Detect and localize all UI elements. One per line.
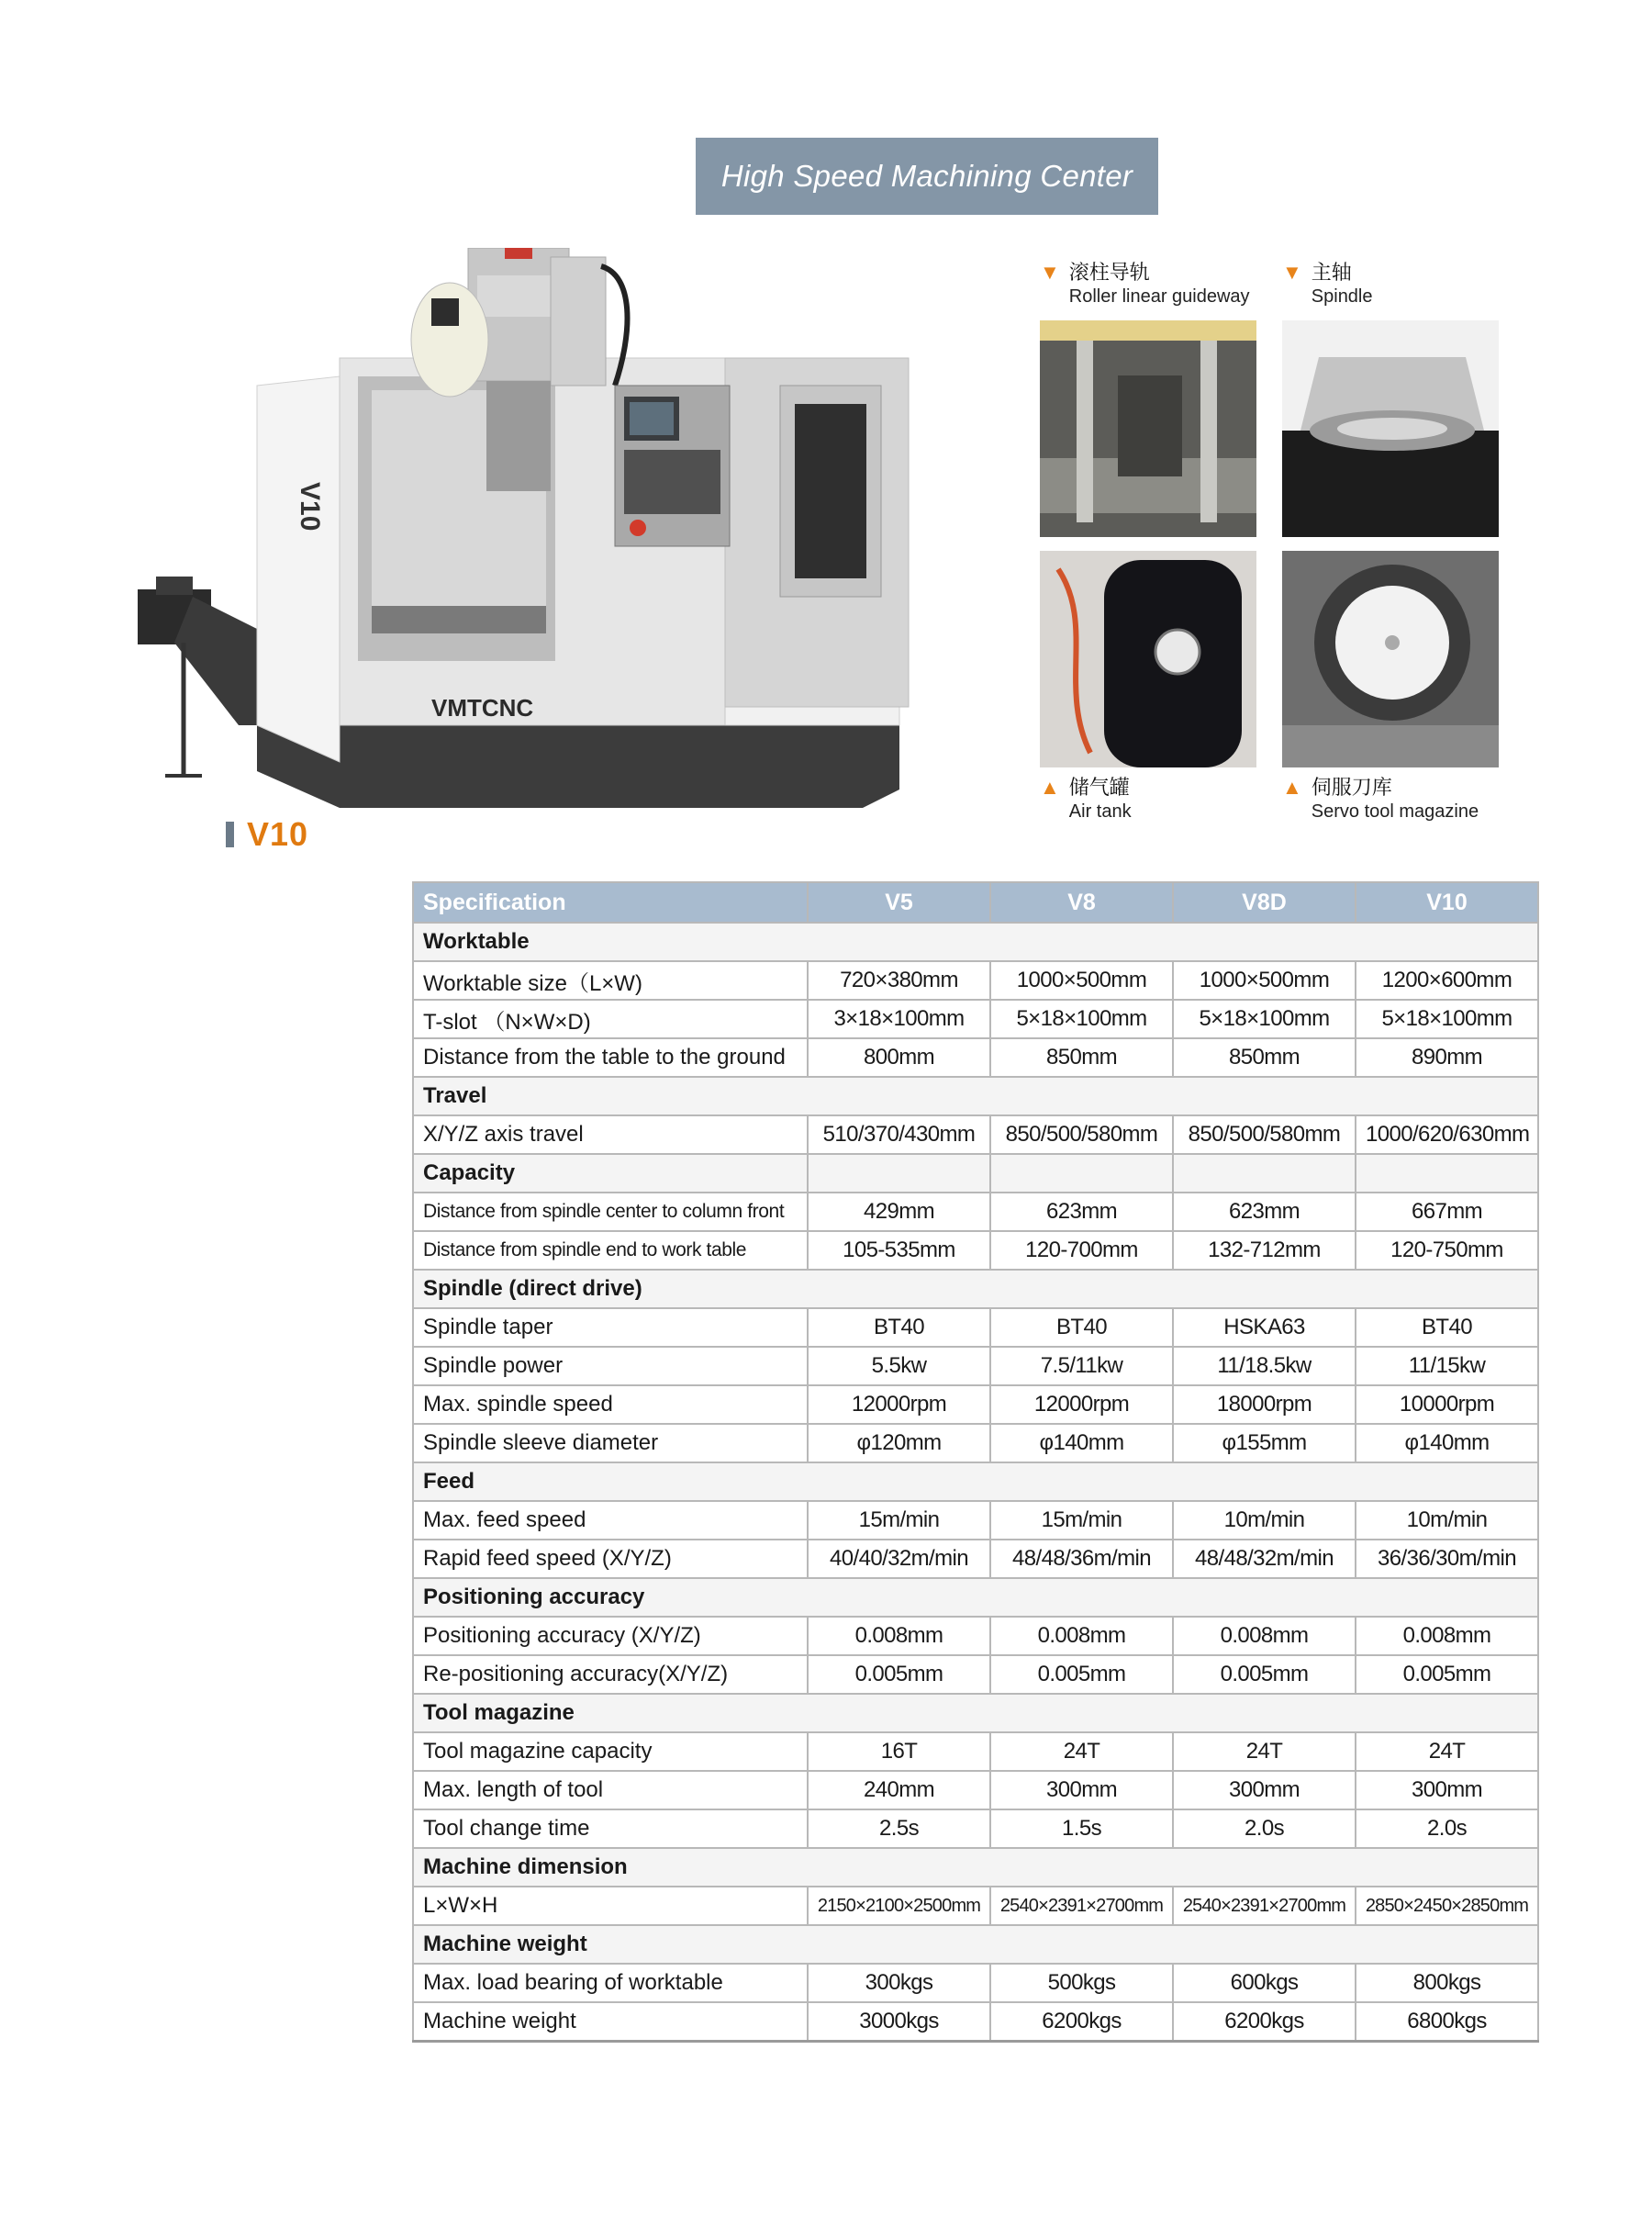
spec-label: Spindle taper (413, 1308, 808, 1347)
model-bar (226, 822, 234, 847)
table-row (413, 1000, 1538, 1038)
brand-logo: VMTCNC (431, 694, 534, 722)
tool-magazine-photo (1282, 551, 1499, 767)
section-title: Feed (413, 1462, 1538, 1501)
header-v8d: V8D (1173, 882, 1356, 923)
spec-value: 16T (808, 1732, 990, 1771)
section-title: Tool magazine (413, 1694, 1538, 1732)
spec-label: Worktable size（L×W) (413, 961, 808, 1000)
table-row (413, 1038, 1538, 1077)
spec-label: Distance from spindle end to work table (413, 1231, 808, 1270)
spec-label: Tool change time (413, 1809, 808, 1848)
spec-label: Re-positioning accuracy(X/Y/Z) (413, 1655, 808, 1694)
spec-label: X/Y/Z axis travel (413, 1115, 808, 1154)
up-triangle-icon: ▲ (1040, 776, 1060, 799)
spec-label: L×W×H (413, 1887, 808, 1925)
up-triangle-icon: ▲ (1282, 776, 1302, 799)
spec-label: T-slot （N×W×D) (413, 1000, 808, 1038)
spec-value: 300kgs (808, 1964, 990, 2002)
section-blank-cell (1356, 1154, 1538, 1193)
component-name-en: Servo tool magazine (1311, 801, 1479, 822)
spec-value: 1.5s (990, 1809, 1173, 1848)
table-row (413, 1347, 1538, 1385)
spec-value: 15m/min (808, 1501, 990, 1540)
spec-table (412, 881, 1539, 2043)
section-title: Capacity (413, 1154, 808, 1193)
table-row (413, 2002, 1538, 2042)
spec-value: φ155mm (1173, 1424, 1356, 1462)
spec-value: 850mm (1173, 1038, 1356, 1077)
spec-label: Spindle power (413, 1347, 808, 1385)
spec-value: 24T (1356, 1732, 1538, 1771)
spec-value: 2540×2391×2700mm (1173, 1887, 1356, 1925)
spec-value: 6200kgs (990, 2002, 1173, 2042)
spec-label: Rapid feed speed (X/Y/Z) (413, 1540, 808, 1578)
spec-value: 667mm (1356, 1193, 1538, 1231)
section-header-row (413, 1462, 1538, 1501)
spec-value: BT40 (1356, 1308, 1538, 1347)
spec-value: 24T (1173, 1732, 1356, 1771)
spec-value: 500kgs (990, 1964, 1173, 2002)
spec-value: 12000rpm (990, 1385, 1173, 1424)
component-caption (1282, 260, 1499, 308)
machine-side-label: V10 (295, 482, 325, 532)
table-row (413, 1809, 1538, 1848)
component-caption (1040, 775, 1256, 823)
spec-value: 12000rpm (808, 1385, 990, 1424)
spec-label: Machine weight (413, 2002, 808, 2042)
page-title-banner (696, 138, 1158, 215)
component-air-tank (1040, 551, 1256, 823)
spec-value: 11/18.5kw (1173, 1347, 1356, 1385)
header-specification: Specification (413, 882, 808, 923)
spec-value: 2150×2100×2500mm (808, 1887, 990, 1925)
section-blank-cell (808, 1154, 990, 1193)
spec-value: 132-712mm (1173, 1231, 1356, 1270)
model-name: V10 (247, 815, 309, 853)
spec-value: 623mm (990, 1193, 1173, 1231)
spec-value: 2.0s (1173, 1809, 1356, 1848)
section-header-row (413, 1154, 1538, 1193)
spec-value: 36/36/30m/min (1356, 1540, 1538, 1578)
spec-value: 850/500/580mm (1173, 1115, 1356, 1154)
table-row (413, 1655, 1538, 1694)
section-title: Worktable (413, 923, 1538, 961)
spec-label: Max. feed speed (413, 1501, 808, 1540)
spec-value: 800kgs (1356, 1964, 1538, 2002)
table-row (413, 1887, 1538, 1925)
spec-value: φ140mm (1356, 1424, 1538, 1462)
section-header-row (413, 1270, 1538, 1308)
spec-value: 11/15kw (1356, 1347, 1538, 1385)
spec-label: Distance from the table to the ground (413, 1038, 808, 1077)
section-blank-cell (990, 1154, 1173, 1193)
spec-value: 0.005mm (990, 1655, 1173, 1694)
spec-value: 850mm (990, 1038, 1173, 1077)
spec-value: φ120mm (808, 1424, 990, 1462)
spec-value: 510/370/430mm (808, 1115, 990, 1154)
table-row (413, 1308, 1538, 1347)
component-name-zh: 伺服刀库 (1311, 776, 1392, 799)
spec-value: 720×380mm (808, 961, 990, 1000)
spec-value: 2.5s (808, 1809, 990, 1848)
chip-conveyor (138, 577, 266, 776)
spec-value: 600kgs (1173, 1964, 1356, 2002)
spec-value: 300mm (1356, 1771, 1538, 1809)
section-header-row (413, 1077, 1538, 1115)
spec-label: Max. load bearing of worktable (413, 1964, 808, 2002)
table-row (413, 1385, 1538, 1424)
spec-value: 1200×600mm (1356, 961, 1538, 1000)
down-triangle-icon: ▼ (1040, 261, 1060, 284)
table-row (413, 1424, 1538, 1462)
spec-value: φ140mm (990, 1424, 1173, 1462)
section-title: Positioning accuracy (413, 1578, 1538, 1617)
spec-value: 1000/620/630mm (1356, 1115, 1538, 1154)
spec-value: 3000kgs (808, 2002, 990, 2042)
spec-value: 1000×500mm (1173, 961, 1356, 1000)
component-tool-magazine (1282, 551, 1499, 823)
section-header-row (413, 923, 1538, 961)
spec-value: BT40 (990, 1308, 1173, 1347)
section-blank-cell (1173, 1154, 1356, 1193)
section-title: Travel (413, 1077, 1538, 1115)
spec-value: 300mm (1173, 1771, 1356, 1809)
spec-value: 2540×2391×2700mm (990, 1887, 1173, 1925)
spec-label: Max. spindle speed (413, 1385, 808, 1424)
spec-value: 0.005mm (1356, 1655, 1538, 1694)
section-header-row (413, 1694, 1538, 1732)
component-name-zh: 主轴 (1311, 261, 1352, 284)
air-tank-photo (1040, 551, 1256, 767)
spec-value: 5×18×100mm (1356, 1000, 1538, 1038)
component-caption (1282, 775, 1499, 823)
spec-value: 0.008mm (1173, 1617, 1356, 1655)
section-header-row (413, 1848, 1538, 1887)
spec-label: Distance from spindle center to column front (413, 1193, 808, 1231)
spec-value: 2850×2450×2850mm (1356, 1887, 1538, 1925)
header-v8: V8 (990, 882, 1173, 923)
spec-value: 7.5/11kw (990, 1347, 1173, 1385)
spec-value: 10000rpm (1356, 1385, 1538, 1424)
spec-value: HSKA63 (1173, 1308, 1356, 1347)
spec-value: 300mm (990, 1771, 1173, 1809)
spec-value: 0.005mm (808, 1655, 990, 1694)
spec-value: 48/48/36m/min (990, 1540, 1173, 1578)
spec-value: 240mm (808, 1771, 990, 1809)
spec-value: 3×18×100mm (808, 1000, 990, 1038)
table-row (413, 1115, 1538, 1154)
header-v5: V5 (808, 882, 990, 923)
page-title: High Speed Machining Center (720, 159, 1133, 193)
table-row (413, 1540, 1538, 1578)
spec-header-row (413, 882, 1538, 923)
table-row (413, 1501, 1538, 1540)
spec-value: 15m/min (990, 1501, 1173, 1540)
spec-value: 1000×500mm (990, 961, 1173, 1000)
table-row (413, 1617, 1538, 1655)
table-row (413, 1771, 1538, 1809)
spec-value: 0.008mm (1356, 1617, 1538, 1655)
component-spindle (1282, 260, 1499, 537)
spec-label: Positioning accuracy (X/Y/Z) (413, 1617, 808, 1655)
component-caption (1040, 260, 1256, 308)
spec-value: 48/48/32m/min (1173, 1540, 1356, 1578)
spec-value: 120-700mm (990, 1231, 1173, 1270)
section-title: Machine weight (413, 1925, 1538, 1964)
component-name-en: Air tank (1068, 801, 1132, 822)
spec-value: 105-535mm (808, 1231, 990, 1270)
spec-value: 623mm (1173, 1193, 1356, 1231)
spec-value: 5×18×100mm (1173, 1000, 1356, 1038)
down-triangle-icon: ▼ (1282, 261, 1302, 284)
model-tag (226, 815, 308, 854)
spec-value: 40/40/32m/min (808, 1540, 990, 1578)
spec-value: 18000rpm (1173, 1385, 1356, 1424)
component-name-en: Spindle (1311, 286, 1373, 307)
spec-value: 10m/min (1356, 1501, 1538, 1540)
spec-value: 6200kgs (1173, 2002, 1356, 2042)
spec-label: Max. length of tool (413, 1771, 808, 1809)
section-header-row (413, 1578, 1538, 1617)
spec-label: Spindle sleeve diameter (413, 1424, 808, 1462)
section-header-row (413, 1925, 1538, 1964)
spec-value: 0.008mm (990, 1617, 1173, 1655)
spec-value: 2.0s (1356, 1809, 1538, 1848)
spec-value: 5×18×100mm (990, 1000, 1173, 1038)
spec-value: 800mm (808, 1038, 990, 1077)
spec-value: 10m/min (1173, 1501, 1356, 1540)
component-guideway (1040, 260, 1256, 537)
spec-value: 24T (990, 1732, 1173, 1771)
spec-value: 890mm (1356, 1038, 1538, 1077)
spec-value: 0.005mm (1173, 1655, 1356, 1694)
spec-value: 429mm (808, 1193, 990, 1231)
spec-value: 120-750mm (1356, 1231, 1538, 1270)
table-row (413, 961, 1538, 1000)
spec-value: 0.008mm (808, 1617, 990, 1655)
component-name-zh: 储气罐 (1068, 776, 1130, 799)
table-row (413, 1732, 1538, 1771)
table-row (413, 1964, 1538, 2002)
spindle-photo (1282, 320, 1499, 537)
component-name-en: Roller linear guideway (1068, 286, 1250, 307)
machine-illustration (138, 248, 945, 835)
section-title: Spindle (direct drive) (413, 1270, 1538, 1308)
component-name-zh: 滚柱导轨 (1068, 261, 1150, 284)
spec-value: BT40 (808, 1308, 990, 1347)
spec-value: 850/500/580mm (990, 1115, 1173, 1154)
section-title: Machine dimension (413, 1848, 1538, 1887)
spec-value: 6800kgs (1356, 2002, 1538, 2042)
table-row (413, 1231, 1538, 1270)
header-v10: V10 (1356, 882, 1538, 923)
spec-label: Tool magazine capacity (413, 1732, 808, 1771)
guideway-photo (1040, 320, 1256, 537)
spec-value: 5.5kw (808, 1347, 990, 1385)
table-row (413, 1193, 1538, 1231)
